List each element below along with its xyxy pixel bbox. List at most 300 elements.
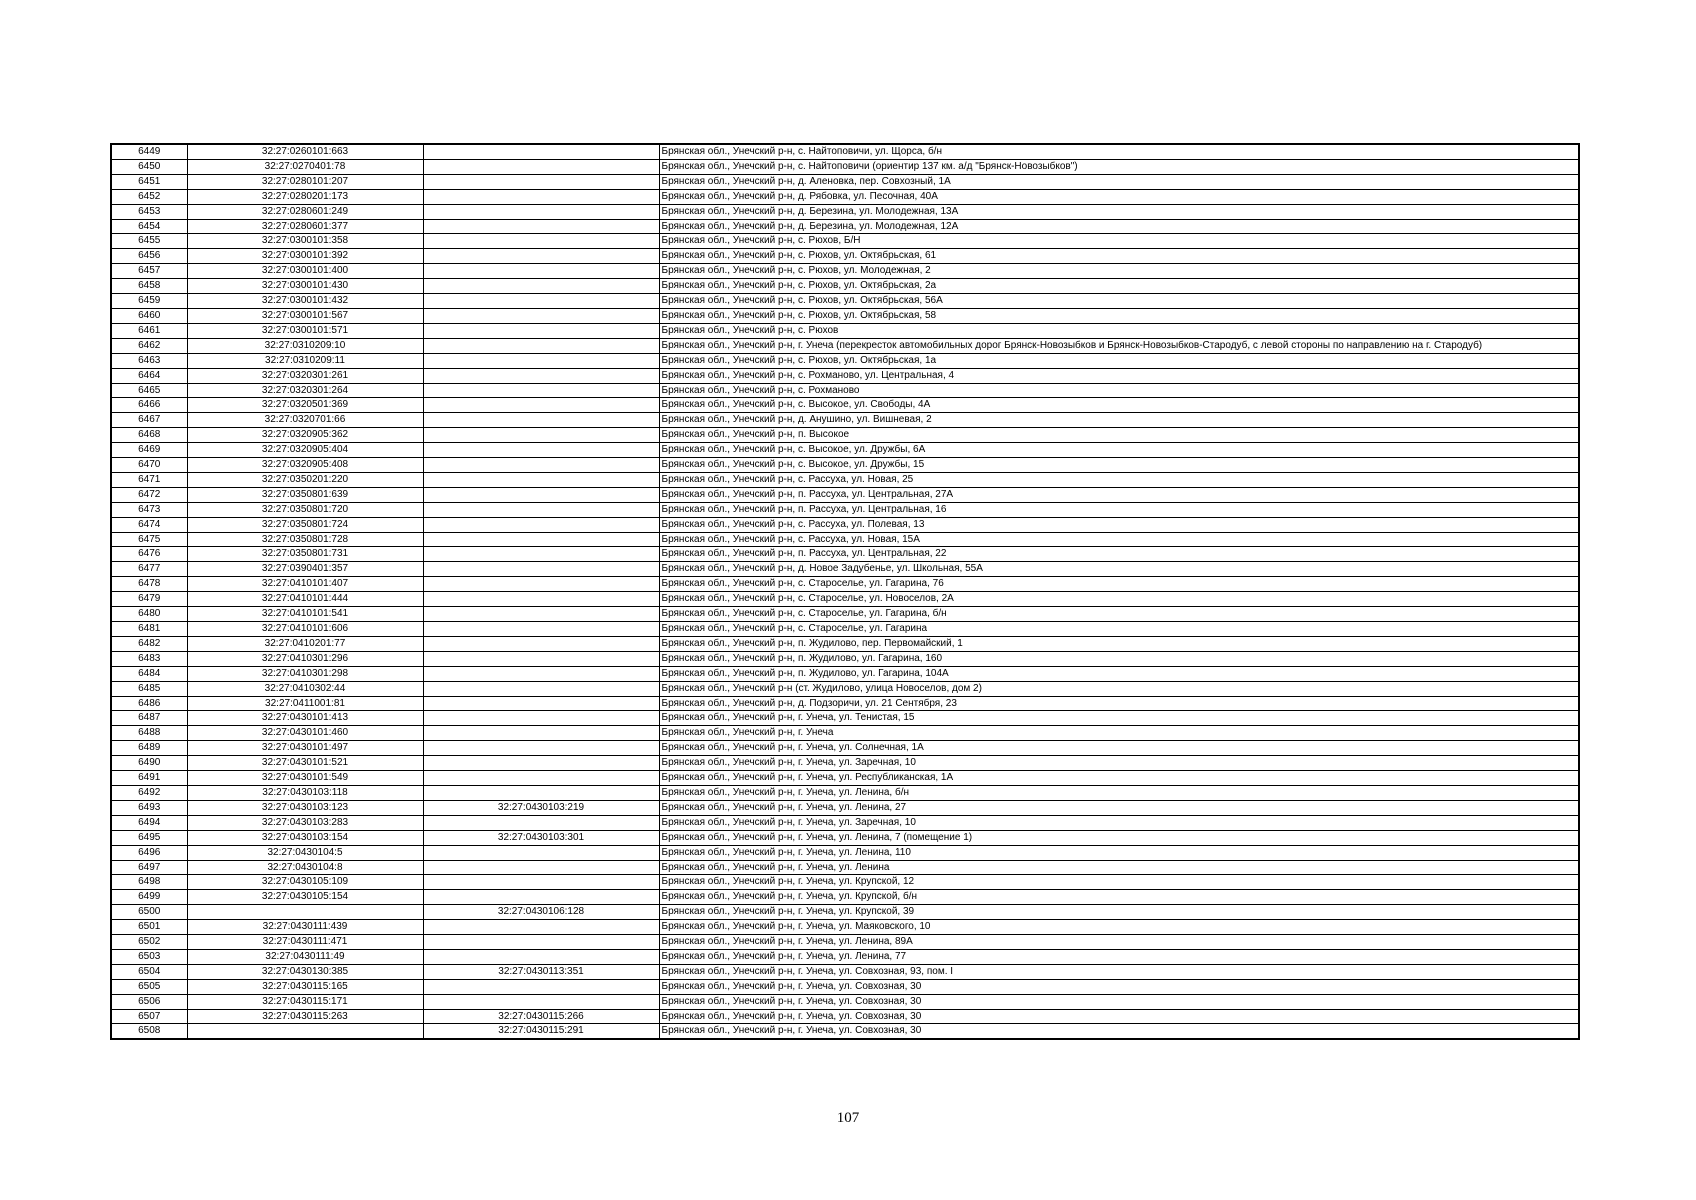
- related-cadastral-number-cell: [423, 994, 659, 1009]
- table-row: [111, 622, 1579, 637]
- cadastral-number-cell: 32:27:0430101:497: [187, 741, 423, 756]
- row-number-cell: 6491: [111, 771, 187, 786]
- related-cadastral-number-cell: [423, 577, 659, 592]
- cadastral-number-cell: 32:27:0430115:165: [187, 979, 423, 994]
- address-cell: Брянская обл., Унечский р-н, с. Найтоповичи (ориентир 137 км. а/д "Брянск-Новозыбков"): [659, 159, 1579, 174]
- related-cadastral-number-cell: [423, 622, 659, 637]
- table-row: [111, 443, 1579, 458]
- table-row: [111, 681, 1579, 696]
- address-cell: Брянская обл., Унечский р-н, с. Рассуха, ул. Новая, 25: [659, 472, 1579, 487]
- row-number-cell: 6496: [111, 845, 187, 860]
- related-cadastral-number-cell: [423, 592, 659, 607]
- related-cadastral-number-cell: [423, 890, 659, 905]
- table-row: [111, 338, 1579, 353]
- address-cell: Брянская обл., Унечский р-н, д. Березина, ул. Молодежная, 13А: [659, 204, 1579, 219]
- related-cadastral-number-cell: [423, 264, 659, 279]
- table-row: [111, 428, 1579, 443]
- cadastral-number-cell: 32:27:0410101:444: [187, 592, 423, 607]
- related-cadastral-number-cell: [423, 353, 659, 368]
- address-cell: Брянская обл., Унечский р-н, г. Унеча, ул. Ленина, б/н: [659, 785, 1579, 800]
- related-cadastral-number-cell: [423, 726, 659, 741]
- row-number-cell: 6482: [111, 636, 187, 651]
- address-cell: Брянская обл., Унечский р-н, с. Рюхов, ул. Октябрьская, 1а: [659, 353, 1579, 368]
- table-row: [111, 487, 1579, 502]
- cadastral-number-cell: 32:27:0300101:430: [187, 279, 423, 294]
- table-row: [111, 815, 1579, 830]
- row-number-cell: 6458: [111, 279, 187, 294]
- cadastral-number-cell: 32:27:0410101:606: [187, 622, 423, 637]
- row-number-cell: 6501: [111, 920, 187, 935]
- table-row: [111, 264, 1579, 279]
- related-cadastral-number-cell: [423, 443, 659, 458]
- table-row: [111, 413, 1579, 428]
- related-cadastral-number-cell: [423, 979, 659, 994]
- table-row: [111, 696, 1579, 711]
- property-table: [110, 143, 1580, 1040]
- cadastral-number-cell: 32:27:0320905:362: [187, 428, 423, 443]
- cadastral-number-cell: 32:27:0270401:78: [187, 159, 423, 174]
- cadastral-number-cell: 32:27:0430115:171: [187, 994, 423, 1009]
- table-row: [111, 890, 1579, 905]
- address-cell: Брянская обл., Унечский р-н, с. Рохманово: [659, 383, 1579, 398]
- row-number-cell: 6474: [111, 517, 187, 532]
- row-number-cell: 6504: [111, 964, 187, 979]
- address-cell: Брянская обл., Унечский р-н, г. Унеча, ул. Совхозная, 30: [659, 1009, 1579, 1024]
- table-row: [111, 353, 1579, 368]
- related-cadastral-number-cell: [423, 607, 659, 622]
- address-cell: Брянская обл., Унечский р-н, г. Унеча, ул. Крупской, б/н: [659, 890, 1579, 905]
- row-number-cell: 6484: [111, 666, 187, 681]
- table-row: [111, 279, 1579, 294]
- address-cell: Брянская обл., Унечский р-н, д. Подзоричи, ул. 21 Сентября, 23: [659, 696, 1579, 711]
- address-cell: Брянская обл., Унечский р-н, с. Рюхов, ул. Октябрьская, 58: [659, 308, 1579, 323]
- address-cell: Брянская обл., Унечский р-н, с. Староселье, ул. Гагарина: [659, 622, 1579, 637]
- related-cadastral-number-cell: [423, 771, 659, 786]
- related-cadastral-number-cell: [423, 711, 659, 726]
- cadastral-number-cell: 32:27:0430103:154: [187, 830, 423, 845]
- cadastral-number-cell: 32:27:0280601:249: [187, 204, 423, 219]
- row-number-cell: 6472: [111, 487, 187, 502]
- address-cell: Брянская обл., Унечский р-н, г. Унеча, ул. Маяковского, 10: [659, 920, 1579, 935]
- row-number-cell: 6486: [111, 696, 187, 711]
- cadastral-number-cell: 32:27:0300101:392: [187, 249, 423, 264]
- row-number-cell: 6498: [111, 875, 187, 890]
- row-number-cell: 6449: [111, 144, 187, 159]
- cadastral-number-cell: 32:27:0430115:263: [187, 1009, 423, 1024]
- address-cell: Брянская обл., Унечский р-н, п. Высокое: [659, 428, 1579, 443]
- cadastral-number-cell: 32:27:0430103:283: [187, 815, 423, 830]
- row-number-cell: 6469: [111, 443, 187, 458]
- table-row: [111, 383, 1579, 398]
- address-cell: Брянская обл., Унечский р-н, г. Унеча: [659, 726, 1579, 741]
- cadastral-number-cell: 32:27:0430111:439: [187, 920, 423, 935]
- row-number-cell: 6494: [111, 815, 187, 830]
- related-cadastral-number-cell: [423, 920, 659, 935]
- row-number-cell: 6455: [111, 234, 187, 249]
- address-cell: Брянская обл., Унечский р-н, г. Унеча (перекресток автомобильных дорог Брянск-Новозыбков и Брянск-Новозыбков-Стародуб, с левой стороны по направлению на г. Стародуб): [659, 338, 1579, 353]
- row-number-cell: 6505: [111, 979, 187, 994]
- address-cell: Брянская обл., Унечский р-н, г. Унеча, ул. Ленина, 110: [659, 845, 1579, 860]
- cadastral-number-cell: 32:27:0350201:220: [187, 472, 423, 487]
- address-cell: Брянская обл., Унечский р-н, г. Унеча, ул. Ленина, 27: [659, 800, 1579, 815]
- cadastral-number-cell: 32:27:0320905:408: [187, 458, 423, 473]
- related-cadastral-number-cell: [423, 144, 659, 159]
- related-cadastral-number-cell: 32:27:0430103:219: [423, 800, 659, 815]
- cadastral-number-cell: 32:27:0430101:549: [187, 771, 423, 786]
- address-cell: Брянская обл., Унечский р-н, с. Высокое, ул. Свободы, 4А: [659, 398, 1579, 413]
- table-row: [111, 741, 1579, 756]
- address-cell: Брянская обл., Унечский р-н, с. Рохманово, ул. Центральная, 4: [659, 368, 1579, 383]
- table-row: [111, 458, 1579, 473]
- table-row: [111, 920, 1579, 935]
- related-cadastral-number-cell: [423, 323, 659, 338]
- cadastral-number-cell: 32:27:0300101:432: [187, 294, 423, 309]
- address-cell: Брянская обл., Унечский р-н, с. Высокое, ул. Дружбы, 15: [659, 458, 1579, 473]
- related-cadastral-number-cell: [423, 756, 659, 771]
- related-cadastral-number-cell: [423, 517, 659, 532]
- address-cell: Брянская обл., Унечский р-н, д. Аленовка, пер. Совхозный, 1А: [659, 174, 1579, 189]
- cadastral-number-cell: 32:27:0320905:404: [187, 443, 423, 458]
- table-row: [111, 860, 1579, 875]
- table-row: [111, 592, 1579, 607]
- address-cell: Брянская обл., Унечский р-н, г. Унеча, ул. Заречная, 10: [659, 815, 1579, 830]
- related-cadastral-number-cell: [423, 875, 659, 890]
- row-number-cell: 6499: [111, 890, 187, 905]
- table-row: [111, 845, 1579, 860]
- cadastral-number-cell: 32:27:0280601:377: [187, 219, 423, 234]
- cadastral-number-cell: 32:27:0430101:521: [187, 756, 423, 771]
- row-number-cell: 6489: [111, 741, 187, 756]
- cadastral-number-cell: 32:27:0350801:720: [187, 502, 423, 517]
- row-number-cell: 6483: [111, 651, 187, 666]
- address-cell: Брянская обл., Унечский р-н, г. Унеча, ул. Совхозная, 30: [659, 1024, 1579, 1039]
- table-row: [111, 1024, 1579, 1039]
- row-number-cell: 6452: [111, 189, 187, 204]
- cadastral-number-cell: 32:27:0300101:400: [187, 264, 423, 279]
- row-number-cell: 6451: [111, 174, 187, 189]
- cadastral-number-cell: 32:27:0430104:8: [187, 860, 423, 875]
- table-row: [111, 756, 1579, 771]
- related-cadastral-number-cell: [423, 279, 659, 294]
- cadastral-number-cell: 32:27:0410201:77: [187, 636, 423, 651]
- related-cadastral-number-cell: [423, 383, 659, 398]
- table-row: [111, 472, 1579, 487]
- row-number-cell: 6502: [111, 935, 187, 950]
- related-cadastral-number-cell: [423, 666, 659, 681]
- cadastral-number-cell: 32:27:0320301:261: [187, 368, 423, 383]
- row-number-cell: 6460: [111, 308, 187, 323]
- table-row: [111, 234, 1579, 249]
- cadastral-number-cell: 32:27:0300101:571: [187, 323, 423, 338]
- address-cell: Брянская обл., Унечский р-н, г. Унеча, ул. Ленина: [659, 860, 1579, 875]
- related-cadastral-number-cell: 32:27:0430103:301: [423, 830, 659, 845]
- row-number-cell: 6457: [111, 264, 187, 279]
- row-number-cell: 6506: [111, 994, 187, 1009]
- address-cell: Брянская обл., Унечский р-н, д. Рябовка, ул. Песочная, 40А: [659, 189, 1579, 204]
- address-cell: Брянская обл., Унечский р-н, г. Унеча, ул. Ленина, 89А: [659, 935, 1579, 950]
- cadastral-number-cell: 32:27:0280201:173: [187, 189, 423, 204]
- row-number-cell: 6473: [111, 502, 187, 517]
- related-cadastral-number-cell: [423, 547, 659, 562]
- address-cell: Брянская обл., Унечский р-н (ст. Жудилово, улица Новоселов, дом 2): [659, 681, 1579, 696]
- cadastral-number-cell: 32:27:0310209:11: [187, 353, 423, 368]
- related-cadastral-number-cell: [423, 860, 659, 875]
- row-number-cell: 6463: [111, 353, 187, 368]
- table-row: [111, 800, 1579, 815]
- cadastral-number-cell: 32:27:0280101:207: [187, 174, 423, 189]
- table-row: [111, 532, 1579, 547]
- address-cell: Брянская обл., Унечский р-н, г. Унеча, ул. Совхозная, 30: [659, 979, 1579, 994]
- related-cadastral-number-cell: [423, 159, 659, 174]
- address-cell: Брянская обл., Унечский р-н, г. Унеча, ул. Крупской, 39: [659, 905, 1579, 920]
- related-cadastral-number-cell: [423, 458, 659, 473]
- table-row: [111, 771, 1579, 786]
- address-cell: Брянская обл., Унечский р-н, г. Унеча, ул. Ленина, 7 (помещение 1): [659, 830, 1579, 845]
- row-number-cell: 6481: [111, 622, 187, 637]
- table-row: [111, 323, 1579, 338]
- related-cadastral-number-cell: [423, 398, 659, 413]
- address-cell: Брянская обл., Унечский р-н, с. Староселье, ул. Гагарина, б/н: [659, 607, 1579, 622]
- cadastral-number-cell: 32:27:0350801:728: [187, 532, 423, 547]
- table-row: [111, 994, 1579, 1009]
- row-number-cell: 6462: [111, 338, 187, 353]
- table-row: [111, 189, 1579, 204]
- cadastral-number-cell: 32:27:0410302:44: [187, 681, 423, 696]
- page-number: 107: [836, 1110, 860, 1126]
- address-cell: Брянская обл., Унечский р-н, с. Рюхов: [659, 323, 1579, 338]
- row-number-cell: 6476: [111, 547, 187, 562]
- cadastral-number-cell: 32:27:0430101:460: [187, 726, 423, 741]
- table-row: [111, 204, 1579, 219]
- row-number-cell: 6456: [111, 249, 187, 264]
- address-cell: Брянская обл., Унечский р-н, г. Унеча, ул. Солнечная, 1А: [659, 741, 1579, 756]
- row-number-cell: 6459: [111, 294, 187, 309]
- table-row: [111, 577, 1579, 592]
- cadastral-number-cell: 32:27:0430130:385: [187, 964, 423, 979]
- row-number-cell: 6492: [111, 785, 187, 800]
- address-cell: Брянская обл., Унечский р-н, с. Найтоповичи, ул. Щорса, б/н: [659, 144, 1579, 159]
- row-number-cell: 6497: [111, 860, 187, 875]
- address-cell: Брянская обл., Унечский р-н, п. Жудилово, ул. Гагарина, 104А: [659, 666, 1579, 681]
- address-cell: Брянская обл., Унечский р-н, г. Унеча, ул. Заречная, 10: [659, 756, 1579, 771]
- table-row: [111, 562, 1579, 577]
- cadastral-number-cell: 32:27:0430105:109: [187, 875, 423, 890]
- table-row: [111, 651, 1579, 666]
- row-number-cell: 6503: [111, 949, 187, 964]
- cadastral-number-cell: 32:27:0300101:567: [187, 308, 423, 323]
- address-cell: Брянская обл., Унечский р-н, п. Жудилово, ул. Гагарина, 160: [659, 651, 1579, 666]
- row-number-cell: 6468: [111, 428, 187, 443]
- address-cell: Брянская обл., Унечский р-н, д. Новое Задубенье, ул. Школьная, 55А: [659, 562, 1579, 577]
- cadastral-number-cell: 32:27:0320701:66: [187, 413, 423, 428]
- row-number-cell: 6507: [111, 1009, 187, 1024]
- address-cell: Брянская обл., Унечский р-н, г. Унеча, ул. Тенистая, 15: [659, 711, 1579, 726]
- address-cell: Брянская обл., Унечский р-н, п. Рассуха, ул. Центральная, 27А: [659, 487, 1579, 502]
- related-cadastral-number-cell: [423, 636, 659, 651]
- table-row: [111, 711, 1579, 726]
- row-number-cell: 6464: [111, 368, 187, 383]
- address-cell: Брянская обл., Унечский р-н, с. Рюхов, ул. Октябрьская, 2а: [659, 279, 1579, 294]
- cadastral-number-cell: 32:27:0320301:264: [187, 383, 423, 398]
- row-number-cell: 6471: [111, 472, 187, 487]
- row-number-cell: 6453: [111, 204, 187, 219]
- cadastral-number-cell: 32:27:0410101:541: [187, 607, 423, 622]
- cadastral-number-cell: 32:27:0430111:471: [187, 935, 423, 950]
- table-row: [111, 219, 1579, 234]
- related-cadastral-number-cell: 32:27:0430115:266: [423, 1009, 659, 1024]
- table-row: [111, 726, 1579, 741]
- row-number-cell: 6508: [111, 1024, 187, 1039]
- related-cadastral-number-cell: [423, 487, 659, 502]
- table-row: [111, 144, 1579, 159]
- related-cadastral-number-cell: [423, 785, 659, 800]
- address-cell: Брянская обл., Унечский р-н, с. Рюхов, ул. Молодежная, 2: [659, 264, 1579, 279]
- row-number-cell: 6475: [111, 532, 187, 547]
- cadastral-number-cell: 32:27:0430103:123: [187, 800, 423, 815]
- related-cadastral-number-cell: 32:27:0430106:128: [423, 905, 659, 920]
- row-number-cell: 6488: [111, 726, 187, 741]
- related-cadastral-number-cell: 32:27:0430113:351: [423, 964, 659, 979]
- table-row: [111, 368, 1579, 383]
- row-number-cell: 6485: [111, 681, 187, 696]
- table-row: [111, 964, 1579, 979]
- related-cadastral-number-cell: [423, 204, 659, 219]
- related-cadastral-number-cell: [423, 562, 659, 577]
- table-row: [111, 875, 1579, 890]
- cadastral-number-cell: 32:27:0350801:731: [187, 547, 423, 562]
- address-cell: Брянская обл., Унечский р-н, г. Унеча, ул. Крупской, 12: [659, 875, 1579, 890]
- address-cell: Брянская обл., Унечский р-н, с. Староселье, ул. Гагарина, 76: [659, 577, 1579, 592]
- related-cadastral-number-cell: [423, 368, 659, 383]
- table-row: [111, 174, 1579, 189]
- related-cadastral-number-cell: [423, 472, 659, 487]
- address-cell: Брянская обл., Унечский р-н, с. Староселье, ул. Новоселов, 2А: [659, 592, 1579, 607]
- related-cadastral-number-cell: [423, 294, 659, 309]
- table-row: [111, 905, 1579, 920]
- cadastral-number-cell: 32:27:0410301:298: [187, 666, 423, 681]
- address-cell: Брянская обл., Унечский р-н, с. Рюхов, ул. Октябрьская, 61: [659, 249, 1579, 264]
- related-cadastral-number-cell: [423, 234, 659, 249]
- table-row: [111, 1009, 1579, 1024]
- row-number-cell: 6487: [111, 711, 187, 726]
- address-cell: Брянская обл., Унечский р-н, с. Высокое, ул. Дружбы, 6А: [659, 443, 1579, 458]
- row-number-cell: 6493: [111, 800, 187, 815]
- row-number-cell: 6490: [111, 756, 187, 771]
- related-cadastral-number-cell: [423, 189, 659, 204]
- row-number-cell: 6467: [111, 413, 187, 428]
- row-number-cell: 6461: [111, 323, 187, 338]
- cadastral-number-cell: 32:27:0430104:5: [187, 845, 423, 860]
- table-row: [111, 949, 1579, 964]
- row-number-cell: 6450: [111, 159, 187, 174]
- related-cadastral-number-cell: [423, 949, 659, 964]
- cadastral-number-cell: 32:27:0430101:413: [187, 711, 423, 726]
- related-cadastral-number-cell: [423, 815, 659, 830]
- cadastral-number-cell: 32:27:0350801:724: [187, 517, 423, 532]
- cadastral-number-cell: [187, 1024, 423, 1039]
- cadastral-number-cell: 32:27:0411001:81: [187, 696, 423, 711]
- related-cadastral-number-cell: [423, 308, 659, 323]
- related-cadastral-number-cell: [423, 845, 659, 860]
- row-number-cell: 6500: [111, 905, 187, 920]
- row-number-cell: 6470: [111, 458, 187, 473]
- address-cell: Брянская обл., Унечский р-н, с. Рюхов, Б/Н: [659, 234, 1579, 249]
- cadastral-number-cell: 32:27:0430111:49: [187, 949, 423, 964]
- table-row: [111, 979, 1579, 994]
- cadastral-number-cell: 32:27:0320501:369: [187, 398, 423, 413]
- cadastral-number-cell: 32:27:0410301:296: [187, 651, 423, 666]
- row-number-cell: 6465: [111, 383, 187, 398]
- related-cadastral-number-cell: [423, 413, 659, 428]
- table-row: [111, 935, 1579, 950]
- row-number-cell: 6477: [111, 562, 187, 577]
- table-row: [111, 636, 1579, 651]
- related-cadastral-number-cell: [423, 696, 659, 711]
- related-cadastral-number-cell: [423, 651, 659, 666]
- address-cell: Брянская обл., Унечский р-н, г. Унеча, ул. Совхозная, 93, пом. I: [659, 964, 1579, 979]
- related-cadastral-number-cell: [423, 174, 659, 189]
- related-cadastral-number-cell: [423, 338, 659, 353]
- row-number-cell: 6466: [111, 398, 187, 413]
- table-row: [111, 607, 1579, 622]
- cadastral-number-cell: [187, 905, 423, 920]
- table-row: [111, 502, 1579, 517]
- table-row: [111, 547, 1579, 562]
- address-cell: Брянская обл., Унечский р-н, с. Рассуха, ул. Полевая, 13: [659, 517, 1579, 532]
- related-cadastral-number-cell: [423, 532, 659, 547]
- related-cadastral-number-cell: [423, 741, 659, 756]
- row-number-cell: 6479: [111, 592, 187, 607]
- property-table-body: [111, 144, 1579, 1039]
- related-cadastral-number-cell: [423, 935, 659, 950]
- related-cadastral-number-cell: [423, 428, 659, 443]
- address-cell: Брянская обл., Унечский р-н, с. Рассуха, ул. Новая, 15А: [659, 532, 1579, 547]
- table-row: [111, 666, 1579, 681]
- row-number-cell: 6454: [111, 219, 187, 234]
- address-cell: Брянская обл., Унечский р-н, д. Анушино, ул. Вишневая, 2: [659, 413, 1579, 428]
- row-number-cell: 6478: [111, 577, 187, 592]
- address-cell: Брянская обл., Унечский р-н, г. Унеча, ул. Ленина, 77: [659, 949, 1579, 964]
- related-cadastral-number-cell: 32:27:0430115:291: [423, 1024, 659, 1039]
- address-cell: Брянская обл., Унечский р-н, д. Березина, ул. Молодежная, 12А: [659, 219, 1579, 234]
- table-row: [111, 398, 1579, 413]
- cadastral-number-cell: 32:27:0390401:357: [187, 562, 423, 577]
- cadastral-number-cell: 32:27:0260101:663: [187, 144, 423, 159]
- cadastral-number-cell: 32:27:0430105:154: [187, 890, 423, 905]
- cadastral-number-cell: 32:27:0410101:407: [187, 577, 423, 592]
- table-row: [111, 294, 1579, 309]
- row-number-cell: 6495: [111, 830, 187, 845]
- address-cell: Брянская обл., Унечский р-н, п. Рассуха, ул. Центральная, 16: [659, 502, 1579, 517]
- cadastral-number-cell: 32:27:0430103:118: [187, 785, 423, 800]
- address-cell: Брянская обл., Унечский р-н, п. Рассуха, ул. Центральная, 22: [659, 547, 1579, 562]
- table-row: [111, 159, 1579, 174]
- table-row: [111, 517, 1579, 532]
- table-row: [111, 830, 1579, 845]
- related-cadastral-number-cell: [423, 219, 659, 234]
- table-row: [111, 308, 1579, 323]
- address-cell: Брянская обл., Унечский р-н, г. Унеча, ул. Республиканская, 1А: [659, 771, 1579, 786]
- address-cell: Брянская обл., Унечский р-н, с. Рюхов, ул. Октябрьская, 56А: [659, 294, 1579, 309]
- address-cell: Брянская обл., Унечский р-н, г. Унеча, ул. Совхозная, 30: [659, 994, 1579, 1009]
- cadastral-number-cell: 32:27:0350801:639: [187, 487, 423, 502]
- address-cell: Брянская обл., Унечский р-н, п. Жудилово, пер. Первомайский, 1: [659, 636, 1579, 651]
- table-row: [111, 249, 1579, 264]
- related-cadastral-number-cell: [423, 502, 659, 517]
- row-number-cell: 6480: [111, 607, 187, 622]
- table-row: [111, 785, 1579, 800]
- cadastral-number-cell: 32:27:0310209:10: [187, 338, 423, 353]
